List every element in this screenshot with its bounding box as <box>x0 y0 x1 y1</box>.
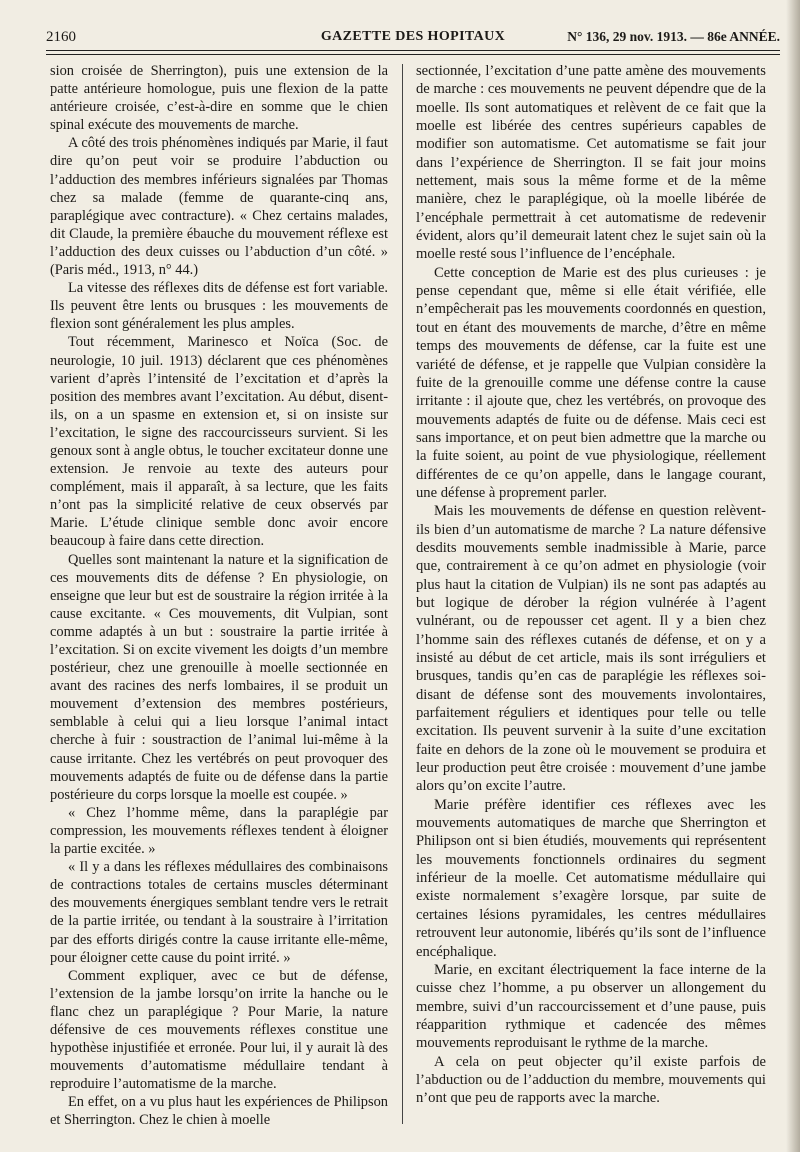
paragraph: En effet, on a vu plus haut les expériences de Philipson et Sherrington. Chez le chien à moelle <box>50 1094 388 1129</box>
paragraph: « Il y a dans les réflexes médullaires des combinaisons de contractions totales de certains muscles déterminant des mouvements énergiques semblant tendre vers le retrait de la partie irritée, ou tendant à la soustraire à l’irritation par des efforts dirigés contre la cause irritante elle-même, pour éloigner cette cause du point irrité. » <box>50 859 388 966</box>
paragraph: Tout récemment, Marinesco et Noïca (Soc. de neurologie, 10 juil. 1913) déclarent que ces phénomènes varient d’après l’intensité de l’excitation et d’après la position des membres avant l’excitation. Au début, disent-ils, on a un spasme en extension et, si on insiste sur l’excitation, le signe des raccourcisseurs survient. Si les genoux sont à angle obtus, le toucher excitateur donne une extension. Je renvoie au texte des auteurs pour complément, mais il apparaît, à sa lecture, que les faits n’ont pas la simplicité relative de ceux observés par Marie. L’étude clinique semble donc avoir encore beaucoup à faire dans cette direction. <box>50 334 388 550</box>
right-column <box>416 62 766 1108</box>
page-binding-shadow <box>786 0 800 1152</box>
paragraph: « Chez l’homme même, dans la paraplégie par compression, les mouvements réflexes tendent à éloigner la partie excitée. » <box>50 804 388 858</box>
header-rule-top <box>46 50 780 51</box>
paragraph: Quelles sont maintenant la nature et la signification de ces mouvements dits de défense ? En physiologie, on enseigne que leur but est de soustraire la région irritée à la cause excitante. « Ces mouvements, dit Vulpian, sont comme adaptés à un but : soustraire la partie irritée à l’excitation. Si on excite vivement les doigts d’un membre postérieur, chez une grenouille à moelle sectionnée en avant des racines des nerfs lombaires, il se produit un mouvement d’extension des membres postérieurs, semblable à celui qui a lieu lorsque l’animal intact cherche à fuir : soustraction de l’animal lui-même à la cause irritante. Chez les vertébrés on peut provoquer des mouvements adaptés de fuite ou de défense dans la partie postérieure du corps lorsque la moelle est coupée. » <box>50 551 388 803</box>
paragraph: Comment expliquer, avec ce but de défense, l’extension de la jambe lorsqu’on irrite la hanche ou le flanc chez un paraplégique ? Pour Marie, la nature défensive de ces mouvements réflexes constitue une hypothèse injustifiée et erronée. Pour lui, il y aurait là des mouvements d’automatisme médullaire tendant à reproduire l’automatisme de la marche. <box>50 967 388 1093</box>
paragraph: A côté des trois phénomènes indiqués par Marie, il faut dire qu’on peut voir se produire l’abduction ou l’adduction des membres inférieurs signalées par Thomas chez sa malade (femme de quarante-cinq ans, paraplégique avec contracture). « Chez certains malades, dit Claude, la première ébauche du mouvement réflexe est l’adduction des deux cuisses ou l’abduction d’un côté. » (Paris méd., 1913, n° 44.) <box>50 135 388 279</box>
paragraph: A cela on peut objecter qu’il existe parfois de l’abduction ou de l’adduction du membre, mouvements qui n’ont que peu de rapports avec la marche. <box>416 1053 766 1107</box>
header-rule-bottom <box>46 54 780 55</box>
paragraph: Cette conception de Marie est des plus curieuses : je pense cependant que, même si elle était vérifiée, elle n’empêcherait pas les mouvements coordonnés en question, tout en étant des mouvements de marche, d’être en même temps des mouvements de défense, car la fuite est une variété de défense, et je rappelle que Vulpian considère la fuite de la grenouille comme une défense contre la cause irritante : il ajoute que, chez les vertébrés, on provoque des mouvements adaptés de fuite ou de défense. Mais ceci est sans importance, et on peut bien admettre que la marche ou la fuite soient, au point de vue physiologique, réellement différentes de ce qu’on appelle, dans le langage courant, une défense à proprement parler. <box>416 264 766 501</box>
page-header <box>46 26 780 48</box>
left-column <box>50 62 388 1130</box>
paragraph: La vitesse des réflexes dits de défense est fort variable. Ils peuvent être lents ou brusques : les mouvements de flexion sont généralement les plus amples. <box>50 280 388 333</box>
journal-title: GAZETTE DES HOPITAUX <box>320 29 506 44</box>
paragraph: Mais les mouvements de défense en question relèvent-ils bien d’un automatisme de marche ? La nature défensive desdits mouvements semble inadmissible à Marie, parce que, contrairement à ce qu’on admet en physiologie (voir plus haut la citation de Vulpian) ils ne sont pas adaptés au but logique de dérober la région vulnérée à l’agent vulnérant, ou de repousser cet agent. Il y a bien chez l’homme sain des réflexes cutanés de défense, et on y a insisté au début de cet article, mais ils sont irréguliers et brusques, tandis qu’en cas de paraplégie les réflexes soi-disant de défense sont des mouvements involontaires, parfaitement réguliers et identiques pour telle ou telle excitation. Ils peuvent survenir à la suite d’une excitation faite en dehors de la zone où le mouvement se produira et leur production peut être croisée : mouvement d’une jambe alors qu’on excite l’autre. <box>416 503 766 795</box>
column-divider <box>402 64 403 1124</box>
paragraph: sectionnée, l’excitation d’une patte amène des mouvements de marche : ces mouvements ne peuvent dépendre que de la moelle. Ils sont automatiques et relèvent de ce fait que la moelle est libérée des centres supérieurs capables de modifier son automatisme. Cet automatisme se fait jour dans l’expérience de Sherrington. Il se fait jour moins nettement, mais sous la même forme et de la même manière, chez le paraplégique, où la moelle libérée de l’encéphale permettrait à cet automatisme de redevenir évident, alors qu’il demeurait latent chez le sujet sain où la moelle resté sous l’influence de l’encéphale. <box>416 63 766 263</box>
issue-info: N° 136, 29 nov. 1913. — 86e ANNÉE. <box>567 29 780 44</box>
paragraph: Marie préfère identifier ces réflexes avec les mouvements automatiques de marche que Sherrington et Philipson ont si bien étudiés, mouvements qui représentent les mouvements fonctionnels ordinaires du segment inférieur de la moelle. Cet automatisme médullaire qui existe normalement s’exagère lorsque, par suite de certaines lésions pyramidales, les centres médullaires retrouvent leur autonomie, libérés qu’ils sont de l’influence encéphalique. <box>416 796 766 960</box>
paragraph: sion croisée de Sherrington), puis une extension de la patte antérieure homologue, puis une flexion de la patte antérieure croisée, c’est-à-dire en somme que le chien spinal exécute des mouvements de marche. <box>50 63 388 134</box>
paragraph: Marie, en excitant électriquement la face interne de la cuisse chez l’homme, a pu observer un allongement du membre, suivi d’un raccourcissement et d’une pause, puis réapparition rythmique et cadencée des mêmes mouvements reproduisant le rythme de la marche. <box>416 961 766 1052</box>
page-number: 2160 <box>46 29 76 45</box>
